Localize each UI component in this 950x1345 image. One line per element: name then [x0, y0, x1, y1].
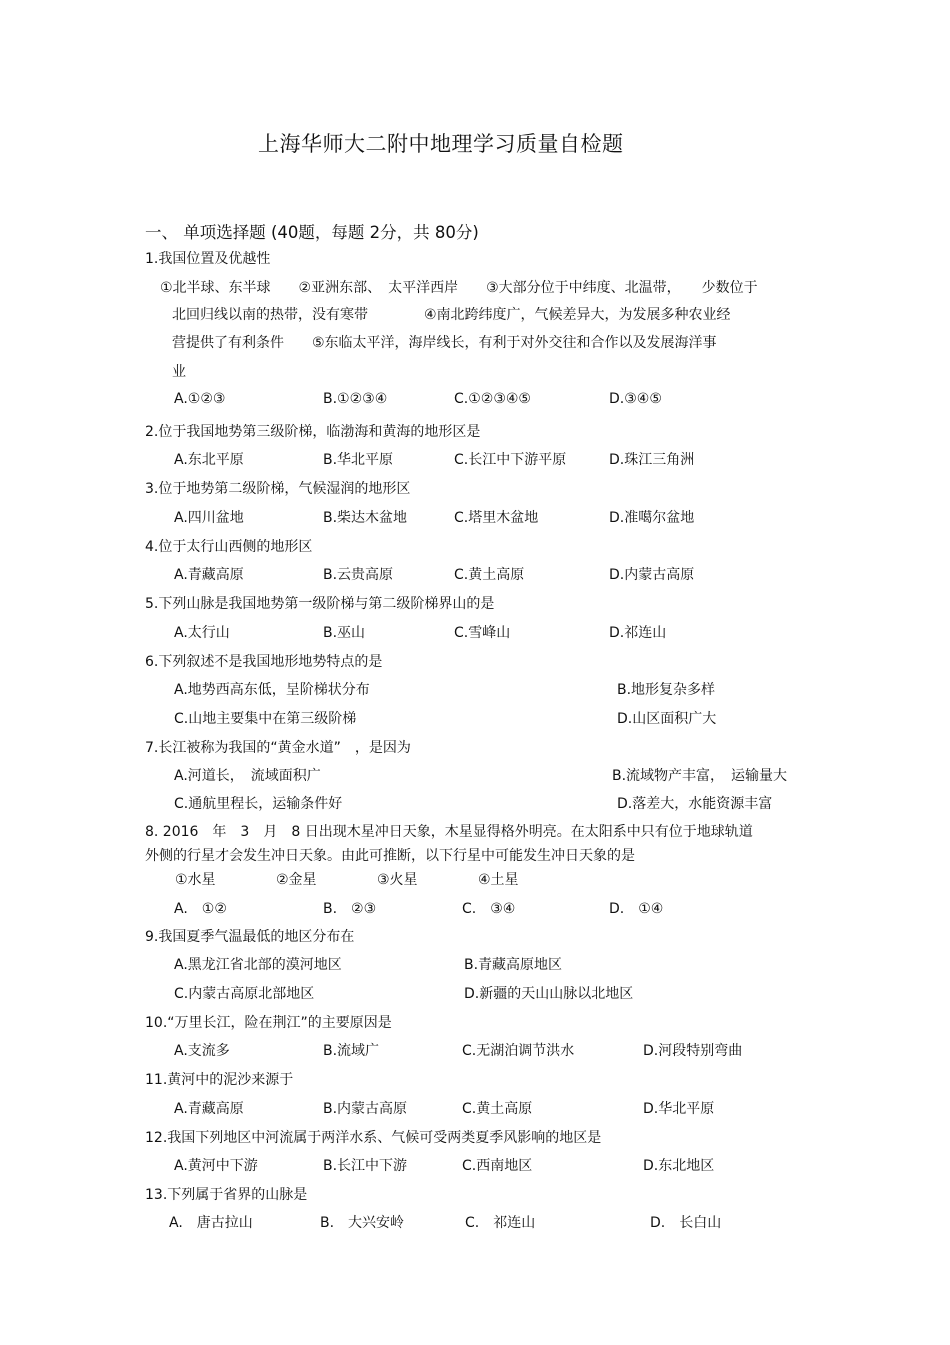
question-4-option-a: A.青藏高原: [174, 567, 244, 583]
question-1-stem: 1.我国位置及优越性: [145, 251, 271, 267]
question-1-body-line: 北回归线以南的热带，没有寒带 ④南北跨纬度广，气候差异大，为发展多种农业经: [172, 307, 731, 323]
question-10-option-d: D.河段特别弯曲: [643, 1043, 743, 1059]
question-7-stem: 7.长江被称为我国的“黄金水道” ，是因为: [145, 740, 411, 756]
section-heading: 一、 单项选择题 (40题，每题 2分，共 80分): [145, 223, 479, 242]
question-3-option-a: A.四川盆地: [174, 510, 244, 526]
question-10-option-b: B.流域广: [323, 1043, 380, 1059]
question-12-option-d: D.东北地区: [643, 1158, 715, 1174]
question-10-stem: 10.“万里长江，险在荆江”的主要原因是: [145, 1015, 392, 1031]
question-12-option-c: C.西南地区: [462, 1158, 533, 1174]
question-11-option-d: D.华北平原: [643, 1101, 715, 1117]
question-7-option-d: D.落差大，水能资源丰富: [617, 796, 773, 812]
question-4-option-b: B.云贵高原: [323, 567, 394, 583]
question-8-stem-continued: 外侧的行星才会发生冲日天象。由此可推断，以下行星中可能发生冲日天象的是: [145, 848, 635, 864]
question-12-option-b: B.长江中下游: [323, 1158, 408, 1174]
question-13-option-a: A. 唐古拉山: [169, 1215, 253, 1231]
question-3-option-c: C.塔里木盆地: [454, 510, 539, 526]
question-13-stem: 13.下列属于省界的山脉是: [145, 1187, 308, 1203]
question-9-option-b: B.青藏高原地区: [464, 957, 563, 973]
question-1-option-d: D.③④⑤: [609, 391, 662, 407]
question-8-item-3: ③火星: [377, 872, 418, 888]
question-9-option-c: C.内蒙古高原北部地区: [174, 986, 315, 1002]
question-8-item-4: ④土星: [478, 872, 519, 888]
question-1-body-line: 营提供了有利条件 ⑤东临太平洋，海岸线长，有利于对外交往和合作以及发展海洋事: [172, 335, 717, 351]
question-11-option-b: B.内蒙古高原: [323, 1101, 408, 1117]
question-8-option-c: C. ③④: [462, 901, 516, 917]
question-5-option-c: C.雪峰山: [454, 625, 511, 641]
question-10-option-c: C.无湖泊调节洪水: [462, 1043, 575, 1059]
question-12-stem: 12.我国下列地区中河流属于两洋水系、气候可受两类夏季风影响的地区是: [145, 1130, 602, 1146]
question-1-option-a: A.①②③: [174, 391, 226, 407]
question-3-option-d: D.准噶尔盆地: [609, 510, 695, 526]
question-6-option-b: B.地形复杂多样: [617, 682, 716, 698]
question-1-option-b: B.①②③④: [323, 391, 388, 407]
question-11-option-a: A.青藏高原: [174, 1101, 244, 1117]
question-3-stem: 3.位于地势第二级阶梯，气候湿润的地形区: [145, 481, 411, 497]
question-6-option-c: C.山地主要集中在第三级阶梯: [174, 711, 357, 727]
question-8-item-2: ②金星: [276, 872, 317, 888]
question-2-option-b: B.华北平原: [323, 452, 394, 468]
question-3-option-b: B.柴达木盆地: [323, 510, 408, 526]
question-4-option-d: D.内蒙古高原: [609, 567, 695, 583]
question-2-stem: 2.位于我国地势第三级阶梯，临渤海和黄海的地形区是: [145, 424, 481, 440]
question-8-option-a: A. ①②: [174, 901, 227, 917]
question-13-option-b: B. 大兴安岭: [320, 1215, 405, 1231]
question-6-stem: 6.下列叙述不是我国地形地势特点的是: [145, 654, 383, 670]
question-13-option-d: D. 长白山: [650, 1215, 722, 1231]
question-2-option-a: A.东北平原: [174, 452, 244, 468]
page-title: 上海华师大二附中地理学习质量自检题: [258, 132, 624, 156]
question-6-option-a: A.地势西高东低，呈阶梯状分布: [174, 682, 370, 698]
question-1-option-c: C.①②③④⑤: [454, 391, 531, 407]
question-7-option-c: C.通航里程长，运输条件好: [174, 796, 343, 812]
question-5-stem: 5.下列山脉是我国地势第一级阶梯与第二级阶梯界山的是: [145, 596, 495, 612]
question-5-option-a: A.太行山: [174, 625, 230, 641]
question-1-body-line: ①北半球、东半球 ②亚洲东部、 太平洋西岸 ③大部分位于中纬度、北温带， 少数位于: [160, 280, 758, 296]
question-9-stem: 9.我国夏季气温最低的地区分布在: [145, 929, 355, 945]
question-10-option-a: A.支流多: [174, 1043, 230, 1059]
question-11-stem: 11.黄河中的泥沙来源于: [145, 1072, 294, 1088]
question-7-option-a: A.河道长， 流域面积广: [174, 768, 321, 784]
question-8-stem: 8. 2016 年 3 月 8 日出现木星冲日天象，木星显得格外明亮。在太阳系中只有位于地球轨道: [145, 824, 753, 840]
question-11-option-c: C.黄土高原: [462, 1101, 533, 1117]
question-2-option-c: C.长江中下游平原: [454, 452, 567, 468]
question-4-stem: 4.位于太行山西侧的地形区: [145, 539, 313, 555]
question-1-body-line: 业: [172, 364, 186, 380]
question-6-option-d: D.山区面积广大: [617, 711, 717, 727]
question-8-option-d: D. ①④: [609, 901, 664, 917]
question-5-option-b: B.巫山: [323, 625, 366, 641]
question-8-option-b: B. ②③: [323, 901, 377, 917]
question-9-option-d: D.新疆的天山山脉以北地区: [464, 986, 634, 1002]
question-13-option-c: C. 祁连山: [465, 1215, 536, 1231]
question-8-item-1: ①水星: [175, 872, 216, 888]
question-2-option-d: D.珠江三角洲: [609, 452, 695, 468]
question-4-option-c: C.黄土高原: [454, 567, 525, 583]
question-12-option-a: A.黄河中下游: [174, 1158, 258, 1174]
question-7-option-b: B.流域物产丰富， 运输量大: [612, 768, 788, 784]
question-5-option-d: D.祁连山: [609, 625, 667, 641]
question-9-option-a: A.黑龙江省北部的漠河地区: [174, 957, 342, 973]
